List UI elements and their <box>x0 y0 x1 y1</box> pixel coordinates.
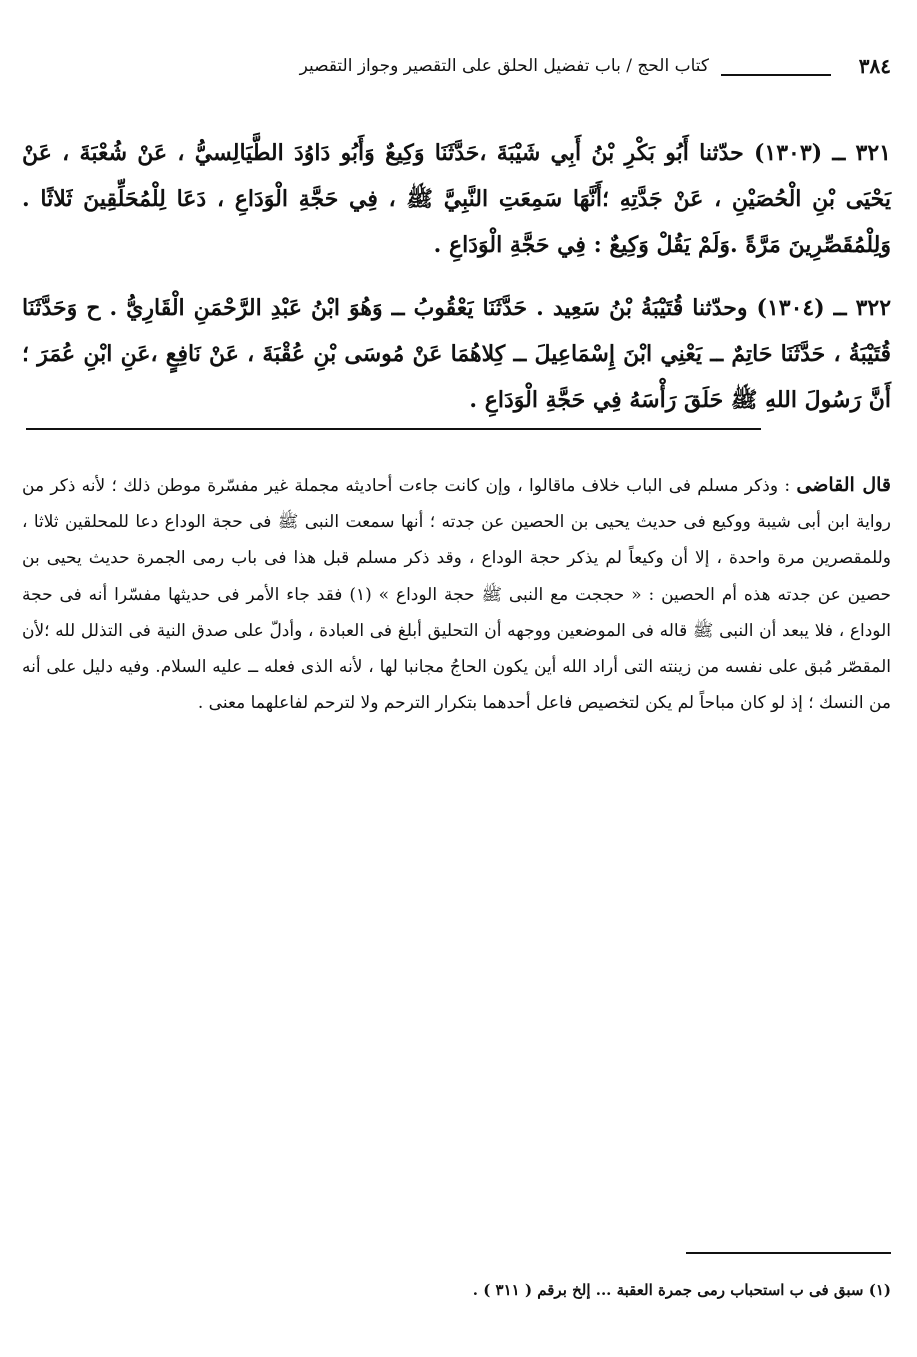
footnote-divider <box>686 1252 891 1254</box>
running-title: كتاب الحج / باب تفضيل الحلق على التقصير وجواز التقصير <box>299 56 709 76</box>
page-number: ٣٨٤ <box>858 54 891 78</box>
page-header <box>26 54 891 88</box>
header-rule <box>721 74 831 76</box>
hadith-321: ٣٢١ ــ (١٣٠٣) حدّثنا أَبُو بَكْرِ بْنُ أَبِي شَيْبَةَ ،حَدَّثَنَا وَكِيعٌ وَأَبُو دَاوُدَ الطَّيَالِسيُّ ، عَنْ شُعْبَةَ ، عَنْ يَحْيَى بْنِ الْحُصَيْنِ ، عَنْ جَدَّتِهِ ؛أَنَّهَا سَمِعَتِ النَّبِيَّ ﷺ ، فِي حَجَّةِ الْوَدَاعِ ، دَعَا لِلْمُحَلِّقِينَ ثَلاثًا . وَلِلْمُقَصِّرِينَ مَرَّةً .وَلَمْ يَقُلْ وَكِيعٌ : فِي حَجَّةِ الْوَدَاعِ . <box>22 140 891 258</box>
section-divider <box>26 428 761 430</box>
footnote: (١) سبق فى ب استحباب رمى جمرة العقبة ... إلخ برقم ( ٣١١ ) . <box>472 1281 891 1299</box>
hadith-322: ٣٢٢ ــ (١٣٠٤) وحدّثنا قُتَيْبَةُ بْنُ سَعِيد . حَدَّثَنَا يَعْقُوبُ ــ وَهُوَ ابْنُ عَبْدِ الرَّحْمَنِ الْقَارِيُّ . ح وَحَدَّثَنَا قُتَيْبَةُ ، حَدَّثَنَا حَاتِمٌ ــ يَعْنِي ابْنَ إِسْمَاعِيلَ ــ كِلاهُمَا عَنْ مُوسَى بْنِ عُقْبَةَ ، عَنْ نَافِعٍ ،عَنِ ابْنِ عُمَرَ ؛ أَنَّ رَسُولَ اللهِ ﷺ حَلَقَ رَأْسَهُ فِي حَجَّةِ الْوَدَاعِ . <box>22 295 892 413</box>
commentary <box>22 467 891 721</box>
commentary-text: : وذكر مسلم فى الباب خلاف ماقالوا ، وإن كانت جاءت أحاديثه مجملة غير مفسّرة موطن ذلك ؛ لأنه ذكر من رواية ابن أبى شيبة ووكيع فى حديث يحيى بن الحصين عن جدته ؛ أنها سمعت النبى ﷺ فى حجة الوداع دعا للمحلقين ثلاثا ، وللمقصرين مرة واحدة ، إلا أن وكيعاً لم يذكر حجة الوداع ، وقد ذكر مسلم قبل هذا فى باب رمى الجمرة حديث يحيى بن حصين عن جدته هذه أم الحصين : « حججت مع النبى ﷺ حجة الوداع » (١) فقد جاء الأمر فى حديثها مفسّرا أنه فى حجة الوداع ، فلا يبعد أن النبى ﷺ قاله فى الموضعين ووجهه أن التحليق أبلغ فى العبادة ، وأدلّ على صدق النية فى التذلل لله ؛لأن المقصّر مُبق على نفسه من زينته التى أراد الله أين يكون الحاجُ مجانبا لها ، لأنه الذى فعله ــ عليه السلام. وفيه دليل على أنه من النسك ؛ إذ لو كان مباحاً لم يكن لتخصيص فاعل أحدهما بتكرار الترحم ولا لترحم لفاعلهما معنى . <box>22 476 892 714</box>
commentary-lead: قال القاضى <box>796 474 891 496</box>
